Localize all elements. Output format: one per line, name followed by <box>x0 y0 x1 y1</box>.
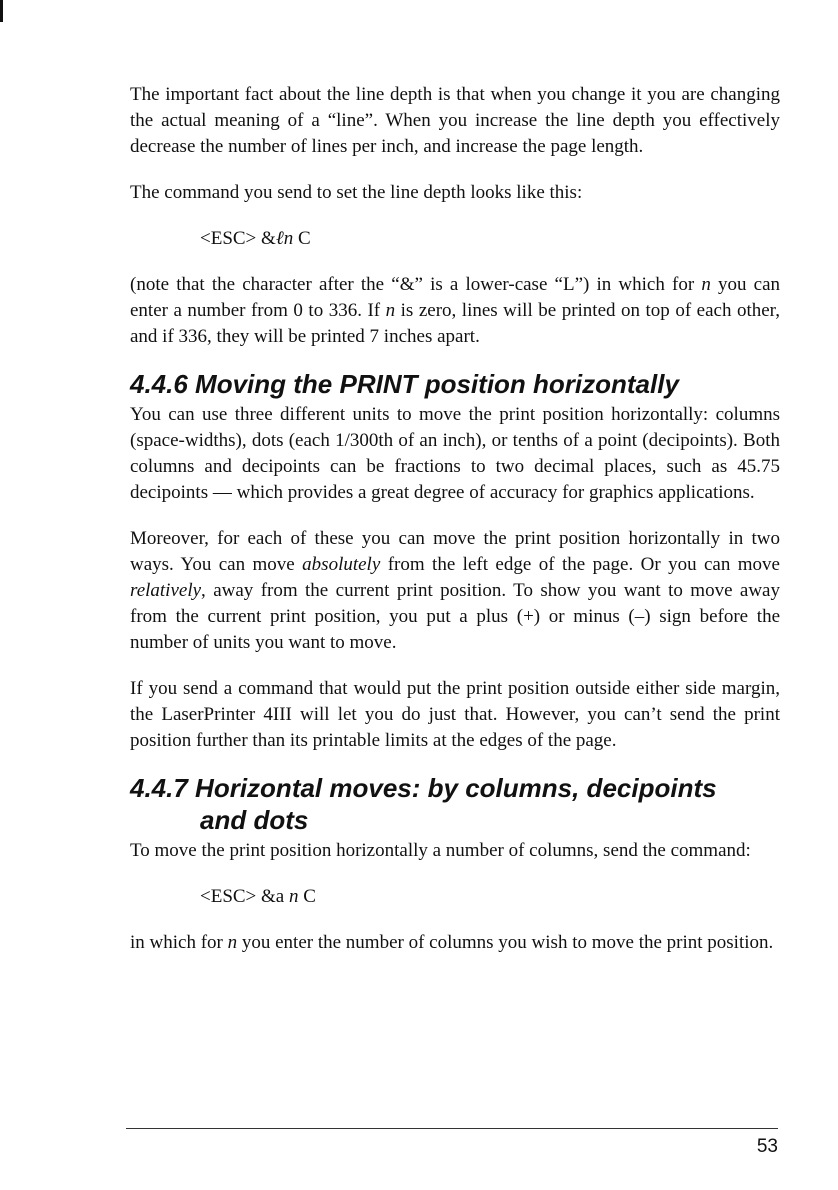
scan-edge-mark <box>0 0 3 22</box>
page-body <box>130 82 780 956</box>
paragraph-in-which: in which for n you enter the number of columns you wish to move the print position. <box>130 932 774 953</box>
footer-rule <box>126 1128 778 1129</box>
paragraph-moreover: Moreover, for each of these you can move the print position horizontally in two ways. You can move absolutely from the left edge of the page. Or you can move relatively, away from the current print position. To show you want to move away from the current print position, you put a plus (+) or minus (–) sign before the number of units you want to move. <box>130 528 780 653</box>
paragraph-units: You can use three different units to move the print position horizontally: columns (space-widths), dots (each 1/300th of an inch), or tenths of a point (decipoints). Both columns and decipoints can be fractions to two decimal places, such as 45.75 decipoints — which provides a great degree of accuracy for graphics applications. <box>130 404 780 503</box>
code-columns: <ESC> &a n C <box>200 886 316 907</box>
paragraph-note: (note that the character after the “&” is a lower-case “L”) in which for n you can enter a number from 0 to 336. If n is zero, lines will be printed on top of each other, and if 336, they will be printed 7 inches apart. <box>130 274 781 347</box>
paragraph-columns: To move the print position horizontally a number of columns, send the command: <box>130 840 751 861</box>
section-heading-4-4-7: 4.4.7 Horizontal moves: by columns, decipoints and dots <box>130 773 717 835</box>
paragraph-command-intro: The command you send to set the line depth looks like this: <box>130 182 583 203</box>
paragraph-margin: If you send a command that would put the print position outside either side margin, the LaserPrinter 4III will let you do just that. However, you can’t send the print position further than its printable limits at the edges of the page. <box>130 678 780 751</box>
paragraph-line-depth: The important fact about the line depth is that when you change it you are changing the actual meaning of a “line”. When you increase the line depth you effectively decrease the number of lines per inch, and increase the page length. <box>130 84 780 157</box>
section-heading-4-4-6: 4.4.6 Moving the PRINT position horizontally <box>130 369 679 399</box>
page-number: 53 <box>756 1136 778 1157</box>
code-line-depth: <ESC> &ℓn C <box>200 228 311 249</box>
